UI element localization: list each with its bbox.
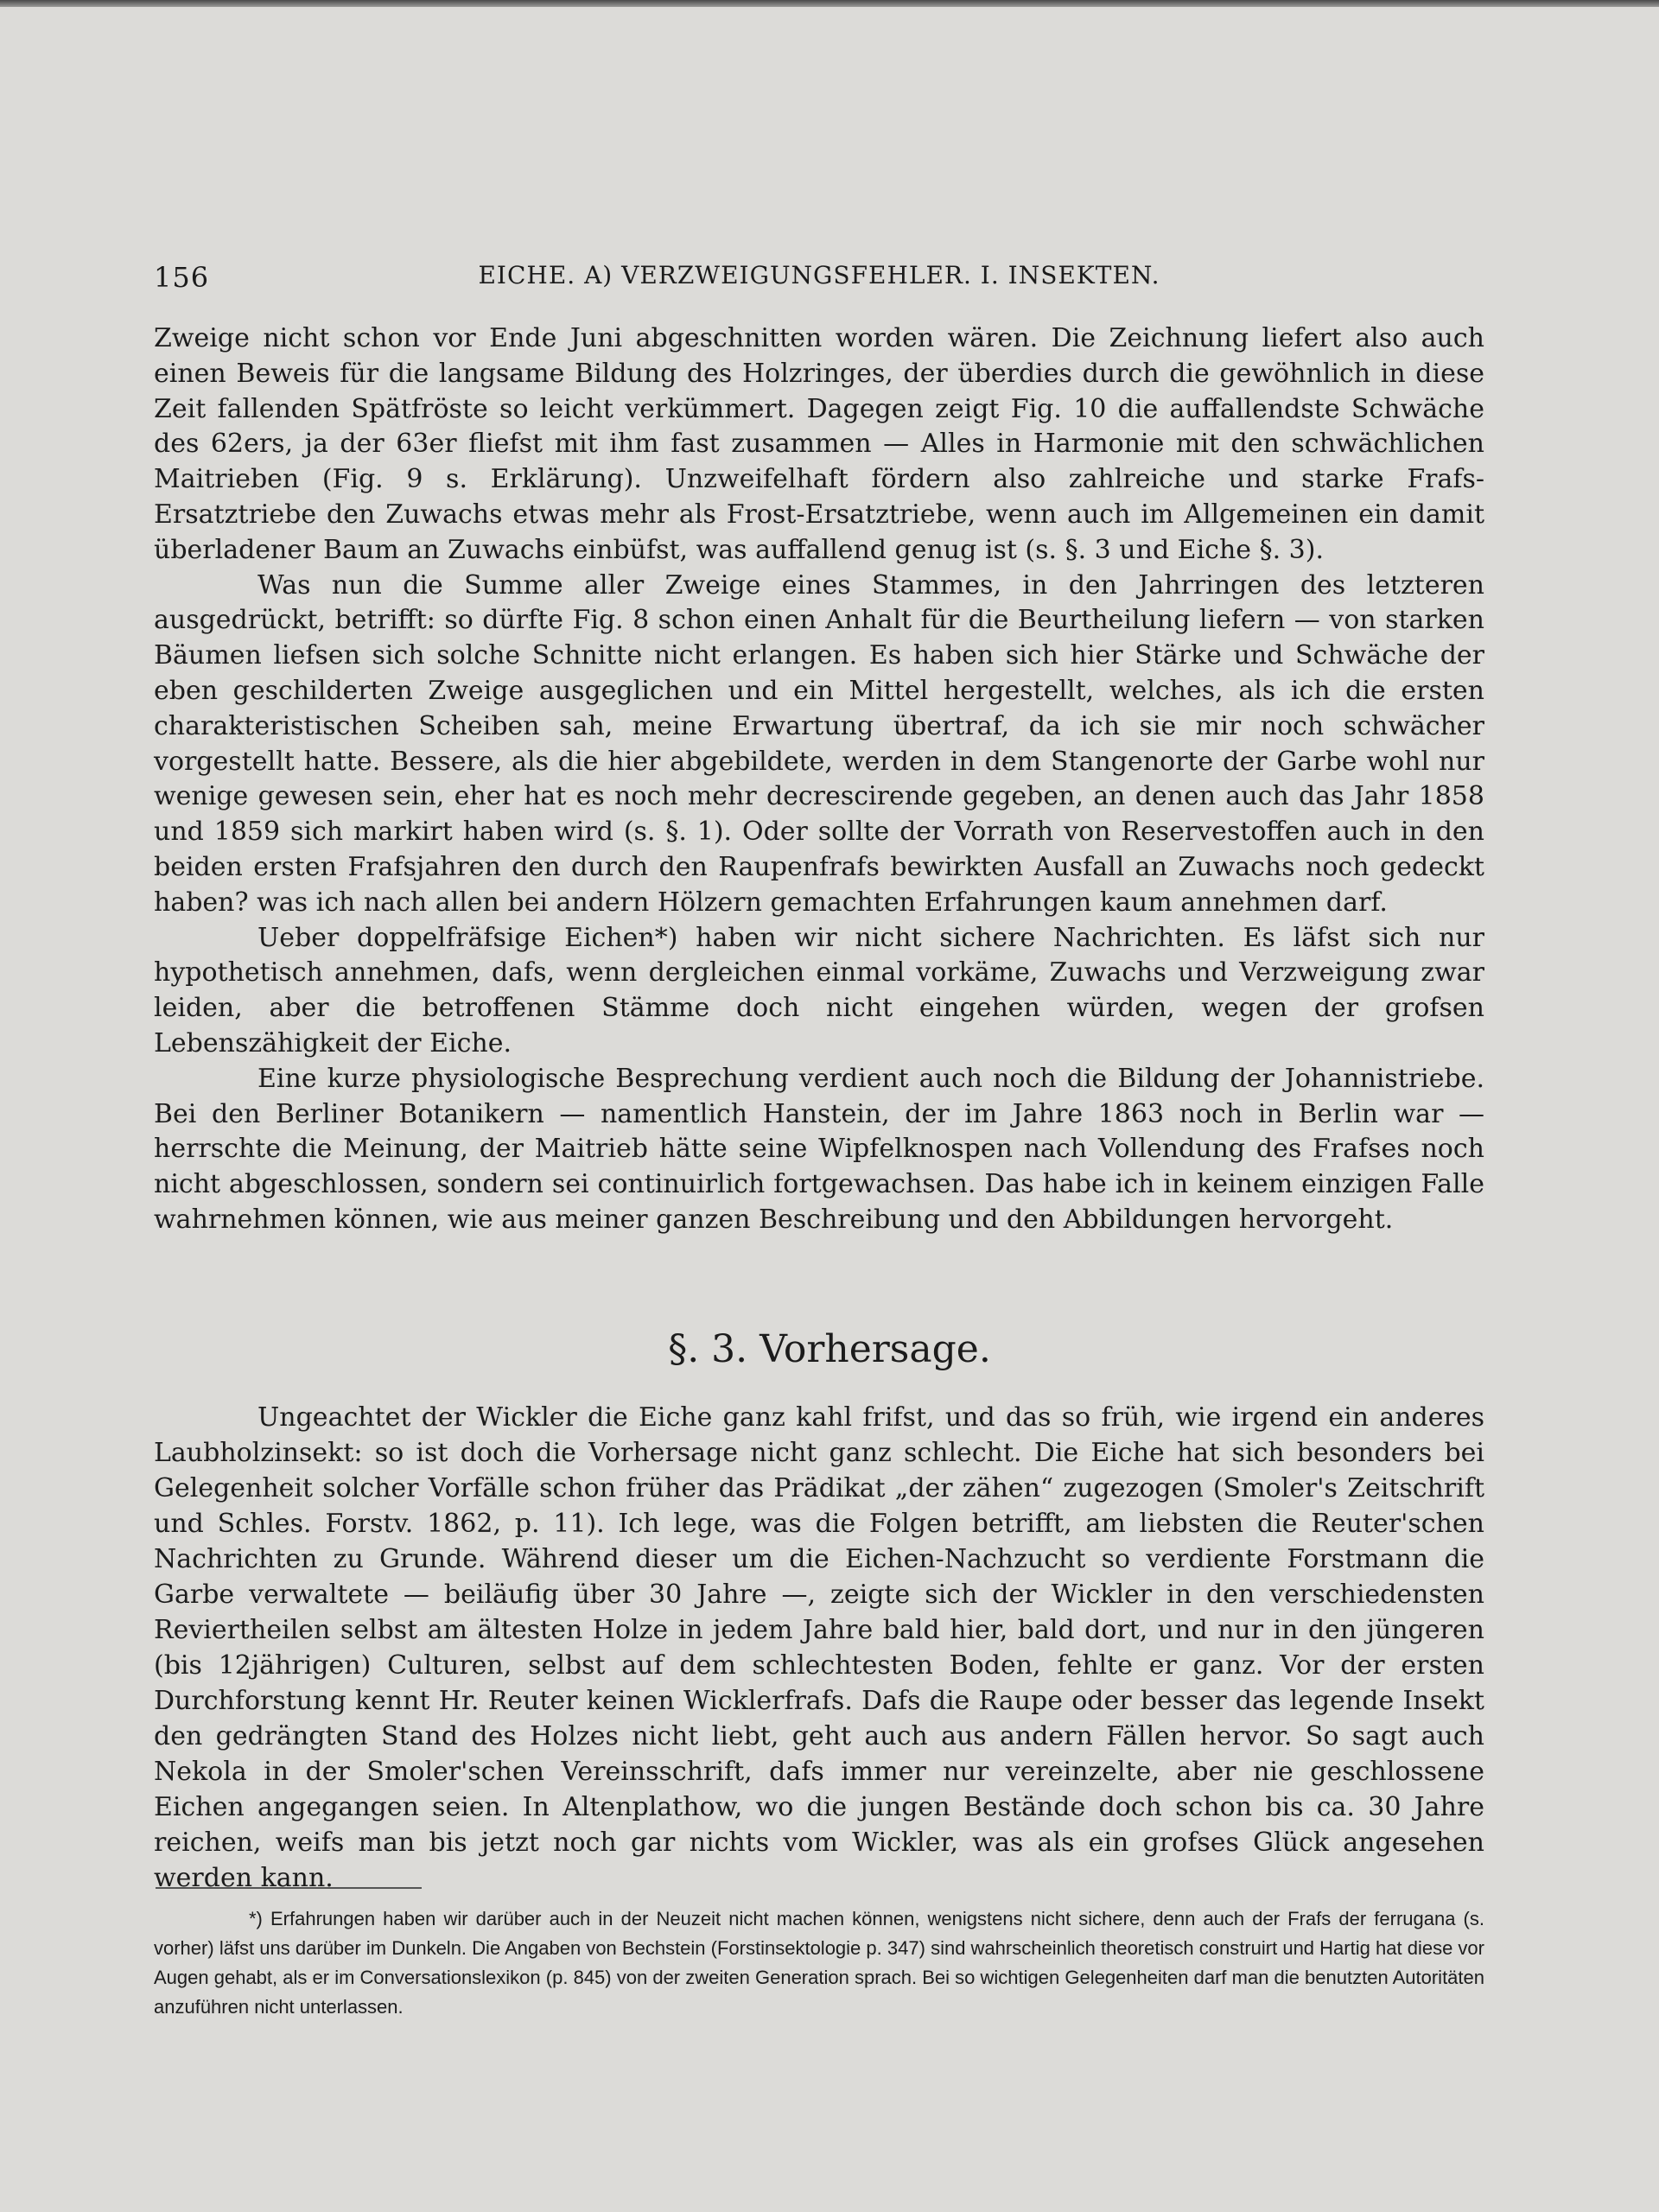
page-number: 156 [154, 261, 210, 294]
paragraph-4: Eine kurze physiologische Besprechung verdient auch noch die Bildung der Johannistriebe. Bei den Berliner Botanikern — namentlich Hanstein, der im Jahre 1863 noch in Berlin war — herrschte die Meinung, der Maitrieb hätte seine Wipfelknospen nach Vollendung des Frafses noch nicht abgeschlossen, sondern sei continuirlich fortgewachsen. Das habe ich in keinem einzigen Falle wahrnehmen können, wie aus meiner ganzen Beschreibung und den Abbildungen hervorgeht. [154, 1063, 1484, 1235]
footnote-text: *) Erfahrungen haben wir darüber auch in der Neuzeit nicht machen können, wenigstens nicht sichere, denn auch der Frafs der ferrugana (s. vorher) läfst uns darüber im Dunkeln. Die Angaben von Bechstein (Forstinsektologie p. 347) sind wahrscheinlich theoretisch construirt und Hartig hat diese vor Augen gehabt, als er im Conversationslexikon (p. 845) von der zweiten Generation sprach. Bei so wichtigen Gelegenheiten darf man die benutzten Autoritäten anzuführen nicht unterlassen. [154, 1908, 1484, 2018]
footnote [154, 1904, 1484, 2022]
section-heading: §. 3. Vorhersage. [668, 1327, 991, 1371]
body-text [154, 321, 1484, 1238]
paragraph-2: Was nun die Summe aller Zweige eines Stammes, in den Jahrringen des letzteren ausgedrückt, betrifft: so dürfte Fig. 8 schon einen Anhalt für die Beurtheilung liefern — von starken Bäumen liefsen sich solche Schnitte nicht erlangen. Es haben sich hier Stärke und Schwäche der eben geschilderten Zweige ausgeglichen und ein Mittel hergestellt, welches, als ich die ersten charakteristischen Scheiben sah, meine Erwartung übertraf, da ich sie mir noch schwächer vorgestellt hatte. Bessere, als die hier abgebildete, werden in dem Stangenorte der Garbe wohl nur wenige gewesen sein, eher hat es noch mehr decrescirende gegeben, an denen auch das Jahr 1858 und 1859 sich markirt haben wird (s. §. 1). Oder sollte der Vorrath von Reservestoffen auch in den beiden ersten Frafsjahren den durch den Raupenfrafs bewirkten Ausfall an Zuwachs noch gedeckt haben? was ich nach allen bei andern Hölzern gemachten Erfahrungen kaum annehmen darf. [154, 569, 1484, 918]
footnote-rule [156, 1887, 422, 1889]
section-paragraph-1: Ungeachtet der Wickler die Eiche ganz kahl frifst, und das so früh, wie irgend ein anderes Laubholzinsekt: so ist doch die Vorhersage nicht ganz schlecht. Die Eiche hat sich besonders bei Gelegenheit solcher Vorfälle schon früher das Prädikat „der zähen“ zugezogen (Smoler's Zeitschrift und Schles. Forstv. 1862, p. 11). Ich lege, was die Folgen betrifft, am liebsten die Reuter'schen Nachrichten zu Grunde. Während dieser um die Eichen-Nachzucht so verdiente Forstmann die Garbe verwaltete — beiläufig über 30 Jahre —, zeigte sich der Wickler in den verschiedensten Reviertheilen selbst am ältesten Holze in jedem Jahre bald hier, bald dort, und nur in den jüngeren (bis 12jährigen) Culturen, selbst auf dem schlechtesten Boden, fehlte er ganz. Vor der ersten Durchforstung kennt Hr. Reuter keinen Wicklerfrafs. Dafs die Raupe oder besser das legende Insekt den gedrängten Stand des Holzes nicht liebt, geht auch aus andern Fällen hervor. So sagt auch Nekola in der Smoler'schen Vereinsschrift, dafs immer nur vereinzelte, aber nie geschlossene Eichen angegangen seien. In Altenplathow, wo die jungen Bestände doch schon bis ca. 30 Jahre reichen, weifs man bis jetzt noch gar nichts vom Wickler, was als ein grofses Glück angesehen werden kann. [154, 1402, 1484, 1893]
paragraph-3: Ueber doppelfräfsige Eichen*) haben wir nicht sichere Nachrichten. Es läfst sich nur hypothetisch annehmen, dafs, wenn dergleichen einmal vorkäme, Zuwachs und Verzweigung zwar leiden, aber die betroffenen Stämme doch nicht eingehen würden, wegen der grofsen Lebenszähigkeit der Eiche. [154, 922, 1484, 1058]
page-header [154, 259, 1484, 299]
page-top-edge [0, 0, 1659, 7]
section-text [154, 1400, 1484, 1896]
paragraph-1: Zweige nicht schon vor Ende Juni abgeschnitten worden wären. Die Zeichnung liefert also auch einen Beweis für die langsame Bildung des Holzringes, der überdies durch die gewöhnlich in diese Zeit fallenden Spätfröste so leicht verkümmert. Dagegen zeigt Fig. 10 die auffallendste Schwäche des 62ers, ja der 63er fliefst mit ihm fast zusammen — Alles in Harmonie mit den schwächlichen Maitrieben (Fig. 9 s. Erklärung). Unzweifelhaft fördern also zahlreiche und starke Frafs-Ersatztriebe den Zuwachs etwas mehr als Frost-Ersatztriebe, wenn auch im Allgemeinen ein damit überladener Baum an Zuwachs einbüfst, was auffallend genug ist (s. §. 3 und Eiche §. 3). [154, 323, 1484, 565]
running-title: EICHE. A) VERZWEIGUNGSFEHLER. I. INSEKTEN. [478, 261, 1160, 289]
